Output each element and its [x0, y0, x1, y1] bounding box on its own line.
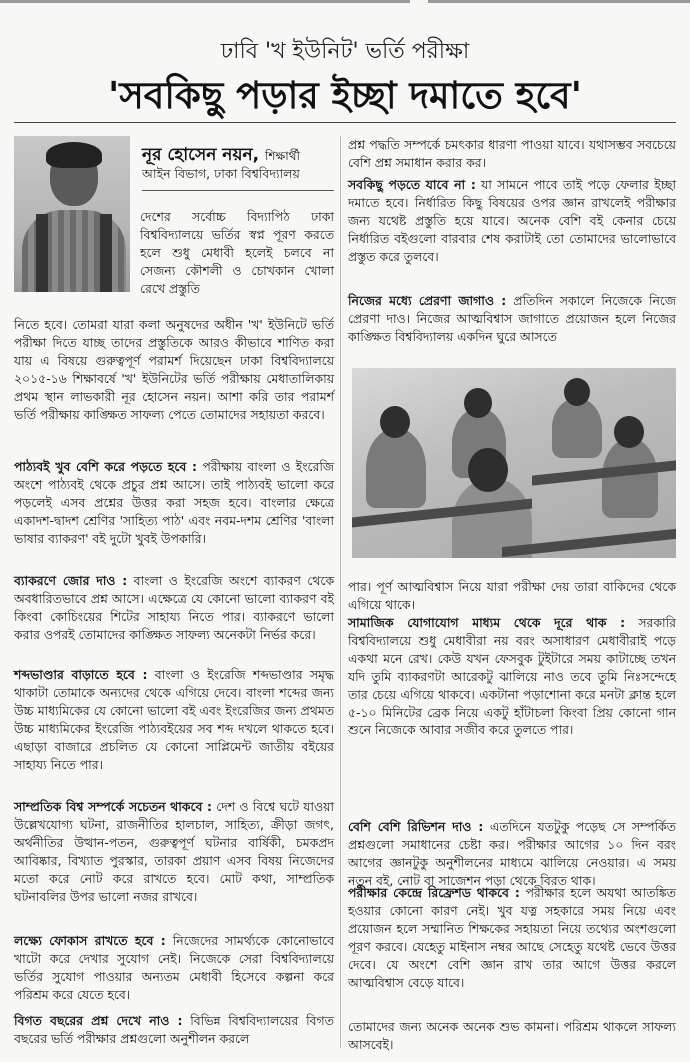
section-motivation-cont: পার। পূর্ণ আত্মবিশ্বাস নিয়ে যারা পরীক্ষা দেয় তারা বাকিদের থেকে এগিয়ে থাকে। [348, 579, 676, 612]
section-title: বেশি বেশি রিভিশন দাও : [348, 819, 484, 834]
intro-top: দেশের সর্বোচ্চ বিদ্যাপিঠ ঢাকা বিশ্ববিদ্যালয়ে ভর্তির স্বপ্ন পূরণ করতে হলে শুধু মেধাবী হলেই চলবে না সেজন্য কৌশলী ও চোখকান খোলা রেখে প্রস্তুতি [140, 209, 334, 296]
section-body: পরীক্ষায় বাংলা ও ইংরেজি অংশে পাঠ্যবই থেকে প্রচুর প্রশ্ন আসে। তাই পাঠ্যবই ভালো করে পড়লেই এসব প্রশ্নের উত্তর করা সহজ হবে। বাংলার ক্ষেত্রে একাদশ-দ্বাদশ শ্রেণির 'সাহিত্য পাঠ' এবং নবম-দশম শ্রেণির 'বাংলা ভাষার ব্যাকরণ' বই দুটো খুবই উপকারি। [14, 459, 334, 546]
section-body: বাংলা ও ইংরেজি শব্দভাণ্ডার সমৃদ্ধ থাকাটা তোমাকে অন্যদের থেকে এগিয়ে দেবে। বাংলা শব্দের জন্য উচ্চ মাধ্যমিকের যে কোনো ভালো বই এবং ইংরেজির জন্য প্রথমত উচ্চ মাধ্যমিকের ইংরেজি পাঠ্যবইয়ের সব শব্দ দখলে থাকতে হবে। এছাড়া বাজারে প্রচলিত যে কোনো সাপ্লিমেন্ট জাতীয় বইয়ের সাহায্য নিতে পার। [14, 667, 334, 772]
author-name: নূর হোসেন নয়ন, [142, 145, 260, 165]
section-title: নিজের মধ্যে প্রেরণা জাগাও : [348, 293, 507, 308]
top-rule-right [428, 0, 690, 3]
kicker: ঢাবি 'খ ইউনিট' ভর্তি পরীক্ষা [220, 39, 470, 64]
photo-student-head [614, 416, 644, 448]
photo-student [366, 428, 426, 508]
section-motivation [348, 292, 676, 346]
section-vocabulary [14, 666, 334, 773]
photo-student-head [564, 378, 590, 406]
headline-rule [14, 122, 676, 123]
closing: তোমাদের জন্য অনেক অনেক শুভ কামনা। পরিশ্রম থাকলে সাফল্য আসবেই। [348, 1019, 676, 1052]
photo-student-head [468, 448, 508, 492]
section-body: পরীক্ষার হলে অযথা আতঙ্কিত হওয়ার কোনো কারণ নেই। খুব যত্ন সহকারে সময় নিয়ে এবং প্রয়োজন হলে সম্মানিত শিক্ষকের সহায়তা নিয়ে তথ্যের অংশগুলো পূরণ করবে। যেহেতু মাইনাস নম্বর আছে সেহেতু যথেষ্ট ভেবে উত্তর দেবে। যে অংশে বেশি জ্ঞান রাখ তার আগে উত্তর করলে আত্মবিশ্বাস বেড়ে যাবে। [348, 885, 676, 990]
photo-student [552, 398, 602, 458]
section-textbook [14, 458, 334, 548]
top-rule-left [0, 0, 410, 3]
section-title: লক্ষ্যে ফোকাস রাখতে হবে : [14, 933, 166, 948]
author-dept: আইন বিভাগ, ঢাকা বিশ্ববিদ্যালয় [142, 166, 300, 181]
section-body: বিভিন্ন বিশ্ববিদ্যালয়ের বিগত বছরের ভর্তি পরীক্ষার প্রশ্নগুলো অনুশীলন করলে [14, 1013, 334, 1046]
photo-strap-left [36, 214, 48, 292]
section-title: বিগত বছরের প্রশ্ন দেখে নাও : [14, 1013, 183, 1028]
section-title: ব্যাকরণে জোর দাও : [14, 573, 128, 588]
intro-rest: নিতে হবে। তোমরা যারা কলা অনুষদের অধীন 'খ' ইউনিটে ভর্তি পরীক্ষা দিতে যাচ্ছ তাদের প্রস্তুতিকে আরও কীভাবে শাণিত করা যায় এ বিষয়ে গুরুত্বপূর্ণ পরামর্শ দিয়েছেন ঢাকা বিশ্ববিদ্যালয়ে ২০১৫-১৬ শিক্ষাবর্ষে 'খ' ইউনিটের ভর্তি পরীক্ষায় মেধাতালিকায় প্রথম স্থান লাভকারী নূর হোসেন নয়ন। আশা করি তার পরামর্শ ভর্তি পরীক্ষায় কাঙ্ক্ষিত সাফল্য পেতে তোমাদের সহায়তা করবে। [14, 317, 334, 422]
section-body: বাংলা ও ইংরেজি অংশে ব্যাকরণ থেকে অবধারিতভাবে প্রশ্ন আসে। এক্ষেত্রে যে কোনো ভালো ব্যাকরণ বই কিংবা কোচিংয়ের শিটের সাহায্য নিতে পার। ব্যাকরণে ভালো করার ওপরই তোমাদের কাঙ্ক্ষিত সাফল্য অনেকটা নির্ভর করে। [14, 573, 334, 642]
section-body: প্রতিদিন সকালে নিজেকে নিজে প্রেরণা দাও। নিজের আত্মবিশ্বাস জাগাতে প্রয়োজন হলে নিজের কাঙ্ক্ষিত বিশ্ববিদ্যালয় একদিন ঘুরে আসতে [348, 293, 676, 344]
section-title: সবকিছু পড়তে যাবে না : [348, 177, 476, 192]
section-body: দেশ ও বিশ্বে ঘটে যাওয়া উল্লেখযোগ্য ঘটনা, রাজনীতির হালচাল, সাহিত্য, ক্রীড়া জগৎ, অর্থনীতির উত্থান-পতন, গুরুত্বপূর্ণ ঘটনার বার্ষিকী, চমকপ্রদ আবিষ্কার, বিখ্যাত পুরস্কার, তারকা প্রয়াণ এসব বিষয় নিজেদের মতো করে নোট করে রাখতে হবে। মোট কথা, সাম্প্রতিক ঘটনাবলির উপর ভালো নজর রাখবে। [14, 799, 334, 904]
section-dont-read-all [348, 176, 676, 266]
section-title: পরীক্ষার কেন্দ্রে রিফ্রেশড থাকবে : [348, 885, 520, 900]
section-title: সামাজিক যোগাযোগ মাধ্যম থেকে দূরে থাক : [348, 615, 626, 630]
section-title: সাম্প্রতিক বিশ্ব সম্পর্কে সচেতন থাকবে : [14, 799, 212, 814]
photo-strap-right [100, 214, 112, 292]
section-title: শব্দভাণ্ডার বাড়াতে হবে : [14, 667, 148, 682]
author-photo [14, 136, 130, 292]
photo-student [602, 438, 658, 518]
exam-hall-photo [352, 368, 676, 558]
section-social-media [348, 614, 676, 739]
section-past-questions-cont: প্রশ্ন পদ্ধতি সম্পর্কে চমৎকার ধারণা পাওয়া যাবে। যথাসম্ভব সবচেয়ে বেশি প্রশ্ন সমাধান করার কর। [348, 137, 676, 170]
column-divider [340, 136, 341, 1048]
section-title: পাঠ্যবই খুব বেশি করে পড়তে হবে : [14, 459, 197, 474]
section-body: নিজেদের সামর্থ্যকে কোনোভাবে খাটো করে দেখার সুযোগ নেই। নিজেকে সেরা বিশ্ববিদ্যালয়ে ভর্তির সুযোগ পাওয়ার অন্যতম মেধাবী হিসেবে কল্পনা করে পরিশ্রম করে যেতে হবে। [14, 933, 334, 1002]
section-past-questions [14, 1012, 334, 1048]
photo-student-head [464, 388, 492, 418]
photo-student-head [380, 406, 410, 438]
section-body: এতদিনে যতটুকু পড়েছ সে সম্পর্কিত প্রশ্নগুলো সমাধানের চেষ্টা কর। পরীক্ষার আগের ১০ দিন বরং আগের জ্ঞানটুকু অনুশীলনের মাধ্যমে ঝালিয়ে নেওয়ার। এ সময় নতুন বই, নোট বা সাজেশন পড়া থেকে বিরত থাক। [348, 819, 676, 888]
section-body: যা সামনে পাবে তাই পড়ে ফেলার ইচ্ছা দমাতে হবে। নির্ধারিত কিছু বিষয়ের ওপর জ্ঞান রাখলেই পরীক্ষার জন্য যথেষ্ট প্রস্তুতি হয়ে যাবে। অনেক বেশি বই কেনার চেয়ে নির্ধারিত বইগুলো বারবার শেষ করাটাই তো তোমাদের ভালোভাবে প্রস্তুত করে তুলবে। [348, 177, 676, 264]
photo-hair [46, 142, 102, 168]
section-current-affairs [14, 798, 334, 905]
section-exam-centre [348, 884, 676, 991]
section-grammar [14, 572, 334, 644]
section-body: সরকারি বিশ্ববিদ্যালয়ে শুধু মেধাবীরা নয় বরং অসাধারণ মেধাবীরাই পড়ে একথা মনে রেখ। কেউ যখন ফেসবুক টুইটারে সময় কাটাচ্ছে তখন যদি তুমি ব্যাকরণটা আরেকটু ঝালিয়ে নাও তবে তুমি নিঃসন্দেহে তার চেয়ে এগিয়ে থাকবে। একটানা পড়াশোনা করে মনটা ক্লান্ত হলে ৫-১০ মিনিটের ব্রেক নিয়ে একটু হাঁটাচলা কিংবা প্রিয় কোনো গান শুনে নিজেকে আবার সজীব করে তুলতে পার। [348, 615, 676, 738]
section-focus [14, 932, 334, 1004]
headline: 'সবকিছু পড়ার ইচ্ছা দমাতে হবে' [108, 74, 582, 117]
author-role: শিক্ষার্থী [265, 149, 300, 163]
section-revision [348, 818, 676, 890]
author-rule [142, 190, 334, 191]
